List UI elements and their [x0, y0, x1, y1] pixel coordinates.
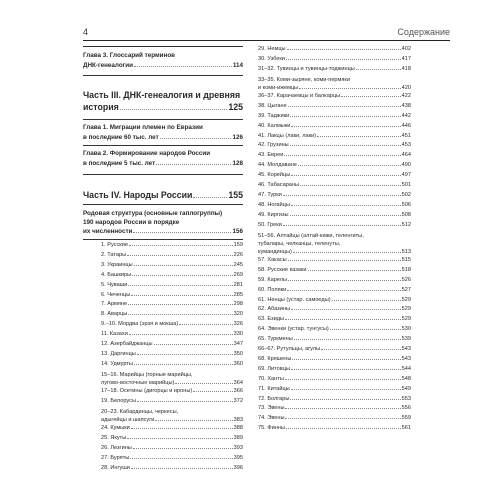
toc-entry[interactable] — [258, 132, 411, 142]
entry-title: 3. Украинцы — [101, 261, 133, 268]
entry-title: 41. Лакцы (лаки, лаки) — [258, 132, 317, 139]
toc-entry[interactable] — [258, 424, 411, 434]
toc-entry[interactable] — [258, 296, 411, 306]
entry-title: 42. Грузины — [258, 142, 289, 149]
entry-title: 2. Татары — [101, 251, 127, 258]
toc-entry[interactable] — [258, 266, 411, 276]
leader-dots — [298, 165, 401, 166]
entry-title: 7. Армяне — [101, 301, 128, 308]
page-ref: 114 — [232, 62, 243, 69]
page-ref: 226 — [233, 251, 243, 258]
entry-title: 44. Молдаване — [258, 162, 297, 169]
page-ref: 326 — [233, 321, 243, 328]
entry-title-line: адыгейцы и шапсуги — [101, 416, 155, 423]
leader-dots — [175, 383, 232, 384]
leader-dots — [154, 344, 233, 345]
page-ref: 561 — [401, 425, 411, 432]
page-ref: 512 — [401, 221, 411, 228]
page-ref: 347 — [233, 341, 243, 348]
leader-dots — [131, 428, 233, 429]
entry-title-line: 33–35. Коми-зыряне, коми-пермяки — [258, 76, 350, 83]
leader-dots — [288, 260, 401, 261]
leader-dots — [284, 155, 400, 156]
toc-entry[interactable] — [83, 271, 243, 281]
entry-title: 64. Эвенки (устар. тунгусы) — [258, 326, 329, 333]
leader-dots — [133, 448, 233, 449]
leader-dots — [285, 379, 401, 380]
entry-title: 62. Абазины — [258, 306, 290, 313]
leader-dots — [128, 304, 233, 305]
toc-entry[interactable] — [83, 397, 243, 407]
leader-dots — [321, 349, 401, 350]
toc-entry[interactable] — [83, 454, 243, 464]
toc-entry[interactable] — [258, 76, 411, 92]
page-ref: 544 — [401, 365, 411, 372]
page-ref: 513 — [401, 248, 411, 255]
entry-title: 8. Аварцы — [101, 311, 128, 318]
toc-entry[interactable] — [258, 65, 411, 75]
page-ref: 451 — [401, 132, 411, 139]
divider — [83, 239, 243, 240]
entry-title: 69. Литовцы — [258, 365, 290, 372]
page-ref: 372 — [233, 397, 243, 404]
toc-entry[interactable] — [83, 464, 243, 474]
page-ref: 518 — [401, 266, 411, 273]
chapter-title-line: в последние 5 тыс. лет — [83, 160, 156, 167]
toc-entry[interactable] — [258, 55, 411, 65]
leader-dots — [133, 232, 231, 233]
leader-dots — [299, 88, 400, 89]
leader-dots — [287, 49, 401, 50]
page-ref: 497 — [401, 172, 411, 179]
divider — [83, 119, 243, 120]
leader-dots — [137, 401, 233, 402]
entry-title: 17–18. Осетины (дигорцы и ироны) — [101, 387, 193, 394]
page-ref: 245 — [233, 261, 243, 268]
toc-entry[interactable] — [83, 350, 243, 360]
leader-dots — [132, 275, 232, 276]
leader-dots — [290, 145, 401, 146]
toc-entry[interactable] — [258, 191, 411, 201]
toc-entry[interactable] — [83, 320, 243, 330]
leader-dots — [290, 215, 401, 216]
toc-entry[interactable] — [258, 325, 411, 335]
toc-left-column — [83, 46, 243, 474]
leader-dots — [286, 59, 401, 60]
leader-dots — [288, 106, 401, 107]
entry-title: 36–37. Карачаевцы и балкарцы — [258, 92, 341, 99]
toc-entry[interactable] — [83, 291, 243, 301]
entry-title: 25. Якуты — [101, 434, 127, 441]
chapter-title-line: Родовая структура (основные гаплогруппы) — [83, 210, 223, 217]
toc-entry[interactable] — [258, 201, 411, 211]
toc-entry-list — [83, 241, 243, 474]
entry-title: 68. Кряшены — [258, 355, 292, 362]
entry-title: 30. Узбеки — [258, 55, 285, 62]
leader-dots — [137, 354, 233, 355]
page-ref: 543 — [401, 346, 411, 353]
leader-dots — [300, 185, 401, 186]
page-ref: 281 — [233, 281, 243, 288]
leader-dots — [292, 359, 400, 360]
leader-dots — [291, 205, 401, 206]
toc-entry[interactable] — [258, 221, 411, 231]
leader-dots — [130, 458, 232, 459]
chapter-title-line: ДНК-генеалогии — [83, 62, 134, 69]
divider — [83, 46, 243, 47]
leader-dots — [283, 195, 401, 196]
entry-title: 61. Ненцы (устар. самоеды) — [258, 296, 331, 303]
entry-title: 71. Китайцы — [258, 385, 290, 392]
leader-dots — [134, 265, 233, 266]
leader-dots — [294, 339, 401, 340]
leader-dots — [156, 164, 231, 165]
toc-entry[interactable] — [83, 408, 243, 424]
entry-title: 70. Ханты — [258, 375, 284, 382]
leader-dots — [291, 369, 401, 370]
toc-entry[interactable] — [258, 232, 411, 256]
entry-title: 45. Корейцы — [258, 172, 291, 179]
page-ref: 128 — [232, 160, 243, 167]
page-ref: 350 — [233, 350, 243, 357]
entry-title-line: и коми-ижемцы — [258, 84, 299, 91]
toc-entry[interactable] — [258, 45, 411, 55]
entry-title: 47. Турки — [258, 191, 282, 198]
entry-title-line: кумандинцы) — [258, 248, 292, 255]
entry-title: 29. Немцы — [258, 46, 286, 52]
entry-title: 50. Греки — [258, 221, 282, 228]
page-ref: 389 — [233, 434, 243, 441]
leader-dots — [341, 96, 400, 97]
part-title: Часть IV. Народы России — [83, 190, 193, 200]
toc-right-column — [258, 45, 411, 434]
leader-dots — [193, 197, 227, 198]
page-ref: 529 — [401, 306, 411, 313]
page-ref: 502 — [401, 191, 411, 198]
page-ref: 446 — [401, 122, 411, 129]
page-ref: 559 — [401, 415, 411, 422]
page-ref: 422 — [401, 92, 411, 99]
entry-title: 1. Русские — [101, 242, 128, 248]
toc-entry[interactable] — [258, 345, 411, 355]
toc-entry[interactable] — [83, 261, 243, 271]
entry-title-line: 51–56. Алтайцы (алтай-кижи, теленгиты, — [258, 232, 364, 239]
page-number: 4 — [83, 27, 89, 37]
toc-entry[interactable] — [258, 92, 411, 102]
leader-dots — [286, 428, 401, 429]
leader-dots — [128, 285, 232, 286]
page-ref: 553 — [401, 395, 411, 402]
toc-part[interactable] — [83, 89, 243, 113]
chapter-title-line: их численности — [83, 228, 133, 235]
toc-entry[interactable] — [258, 395, 411, 405]
toc-entry[interactable] — [258, 365, 411, 375]
page-ref: 527 — [401, 286, 411, 293]
entry-title: 9.–10. Мордва (эрзя и мокша) — [101, 321, 179, 328]
part-title-line: история — [83, 102, 119, 112]
chapter-title-line: Глава 2. Формирование народов России — [83, 150, 211, 157]
leader-dots — [134, 364, 233, 365]
entry-title: 46. Табасараны — [258, 182, 300, 189]
page-ref: 529 — [401, 316, 411, 323]
page-ref: 453 — [401, 142, 411, 149]
page-ref: 156 — [232, 228, 243, 235]
leader-dots — [308, 270, 401, 271]
entry-title: 40. Калмыки — [258, 122, 291, 129]
header-divider — [83, 40, 450, 41]
page-ref: 418 — [401, 65, 411, 72]
leader-dots — [127, 438, 232, 439]
toc-chapter[interactable] — [83, 123, 243, 143]
page-ref: 420 — [401, 84, 411, 91]
page-ref: 159 — [233, 242, 243, 248]
page-ref: 364 — [233, 379, 243, 386]
divider — [83, 75, 243, 76]
page-ref: 490 — [401, 162, 411, 169]
toc-entry[interactable] — [83, 241, 243, 251]
toc-entry[interactable] — [83, 371, 243, 387]
chapter-title-line: Глава 1. Миграции племен по Евразии — [83, 124, 203, 131]
leader-dots — [288, 280, 401, 281]
entry-title: 48. Ногайцы — [258, 201, 290, 208]
page-ref: 269 — [233, 271, 243, 278]
entry-title: 43. Евреи — [258, 152, 284, 159]
entry-title: 6. Чеченцы — [101, 291, 131, 298]
entry-title: 27. Буряты — [101, 454, 130, 461]
toc-entry[interactable] — [83, 300, 243, 310]
entry-title: 28. Ингуши — [101, 464, 130, 471]
entry-title: 65. Туркмены — [258, 336, 293, 343]
leader-dots — [291, 389, 401, 390]
toc-entry[interactable] — [258, 122, 411, 132]
toc-entry[interactable] — [83, 340, 243, 350]
entry-title: 58. Русские казаки — [258, 266, 307, 273]
toc-entry[interactable] — [258, 286, 411, 296]
entry-title: 75. Финны — [258, 425, 285, 432]
entry-title: 19. Белорусы — [101, 397, 136, 404]
leader-dots — [287, 290, 400, 291]
entry-title-row — [101, 416, 243, 424]
leader-dots — [285, 418, 400, 419]
divider — [83, 145, 243, 146]
toc-entry[interactable] — [258, 315, 411, 325]
page-ref: 402 — [401, 46, 411, 52]
page-ref: 526 — [401, 276, 411, 283]
toc-entry[interactable] — [258, 335, 411, 345]
toc-entry[interactable] — [83, 251, 243, 261]
leader-dots — [291, 126, 400, 127]
leader-dots — [120, 109, 228, 110]
entry-title: 12. Азербайджанцы — [101, 341, 153, 348]
leader-dots — [160, 138, 232, 139]
page-ref: 320 — [233, 311, 243, 318]
leader-dots — [285, 319, 401, 320]
page-ref: 438 — [401, 102, 411, 109]
toc-entry[interactable] — [83, 424, 243, 434]
page-ref: 539 — [401, 336, 411, 343]
page-ref: 125 — [228, 102, 243, 112]
toc-entry[interactable] — [258, 141, 411, 151]
chapter-title-line: 190 народов России в порядке — [83, 219, 180, 226]
page-ref: 548 — [401, 375, 411, 382]
page-ref: 417 — [401, 55, 411, 62]
entry-title: 11. Казахи — [101, 331, 128, 338]
toc-entry[interactable] — [83, 281, 243, 291]
entry-title: 59. Карелы — [258, 276, 288, 283]
page-ref: 501 — [401, 182, 411, 189]
toc-entry[interactable] — [258, 112, 411, 122]
entry-title: 73. Эвены — [258, 405, 285, 412]
leader-dots — [129, 245, 233, 246]
leader-dots — [128, 314, 232, 315]
entry-title: 57. Хакасы — [258, 256, 287, 263]
page-ref: 530 — [401, 326, 411, 333]
toc-entry[interactable] — [83, 387, 243, 397]
toc-entry[interactable] — [258, 256, 411, 266]
toc-entry[interactable] — [258, 211, 411, 221]
page-ref: 464 — [401, 152, 411, 159]
entry-title: 49. Киргизы — [258, 211, 289, 218]
entry-title: 26. Лезгины — [101, 444, 132, 451]
toc-part[interactable] — [83, 189, 243, 201]
toc-entry[interactable] — [83, 310, 243, 320]
section-title: Содержание — [397, 27, 450, 37]
entry-title: 5. Чуваши — [101, 281, 128, 288]
page-ref: 396 — [233, 464, 243, 471]
leader-dots — [285, 408, 400, 409]
entry-title: 39. Таджики — [258, 112, 290, 119]
toc-chapter[interactable] — [83, 209, 243, 236]
toc-entry[interactable] — [83, 444, 243, 454]
chapter-title-line: Глава 3. Глоссарий терминов — [83, 52, 176, 59]
page-ref: 393 — [233, 444, 243, 451]
toc-entry[interactable] — [258, 404, 411, 414]
page-ref: 395 — [233, 454, 243, 461]
leader-dots — [127, 255, 233, 256]
chapter-title-line: в последние 60 тыс. лет — [83, 134, 159, 141]
leader-dots — [293, 252, 401, 253]
toc-entry[interactable] — [258, 375, 411, 385]
leader-dots — [317, 136, 401, 137]
toc-chapter[interactable] — [83, 51, 243, 71]
page-ref: 506 — [401, 201, 411, 208]
page-ref: 388 — [233, 424, 243, 431]
entry-title-row — [258, 248, 411, 256]
entry-title: 38. Цыгане — [258, 102, 287, 109]
entry-title: 14. Удмурты — [101, 360, 133, 367]
toc-entry[interactable] — [258, 102, 411, 112]
toc-entry[interactable] — [258, 151, 411, 161]
page-ref: 529 — [401, 296, 411, 303]
leader-dots — [356, 69, 401, 70]
toc-entry[interactable] — [258, 305, 411, 315]
page-ref: 298 — [233, 301, 243, 308]
entry-title-row — [101, 379, 243, 387]
page-ref: 330 — [233, 331, 243, 338]
divider — [83, 174, 243, 175]
entry-title-line: тубалары, челканцы, теленуты, — [258, 240, 341, 247]
toc-entry[interactable] — [83, 434, 243, 444]
toc-chapter[interactable] — [83, 149, 243, 169]
toc-entry[interactable] — [258, 414, 411, 424]
toc-entry[interactable] — [258, 161, 411, 171]
leader-dots — [291, 309, 401, 310]
toc-entry[interactable] — [258, 171, 411, 181]
leader-dots — [179, 324, 232, 325]
page-ref: 549 — [401, 385, 411, 392]
entry-title: 31–32. Тувинцы и тувинцы-тоджинцы — [258, 65, 355, 72]
toc-entry[interactable] — [258, 385, 411, 395]
toc-entry[interactable] — [258, 355, 411, 365]
entry-title: 74. Эвены — [258, 415, 285, 422]
page-ref: 442 — [401, 112, 411, 119]
entry-title-row — [258, 84, 411, 92]
page-ref: 383 — [233, 416, 243, 423]
entry-title: 24. Кумыки — [101, 424, 130, 431]
entry-title-line: 20–23. Кабардинцы, черкесы, — [101, 408, 179, 415]
leader-dots — [131, 468, 233, 469]
page-ref: 515 — [401, 256, 411, 263]
leader-dots — [131, 295, 232, 296]
entry-title-line: 15–16. Марийцы (горные марийцы, — [101, 371, 193, 378]
leader-dots — [332, 300, 401, 301]
toc-entry[interactable] — [258, 276, 411, 286]
entry-title: 66–67. Рутульцы, агулы — [258, 346, 321, 353]
page-ref: 556 — [401, 405, 411, 412]
page-header — [0, 0, 500, 38]
page-ref: 508 — [401, 211, 411, 218]
part-title-line: Часть III. ДНК-генеалогия и древняя — [83, 90, 241, 100]
page-ref: 285 — [233, 291, 243, 298]
entry-title: 4. Башкиры — [101, 271, 132, 278]
entry-title: 72. Болгары — [258, 395, 290, 402]
entry-title-line: лугово-восточные марийцы) — [101, 379, 175, 386]
page-ref: 543 — [401, 355, 411, 362]
entry-title: 60. Поляки — [258, 286, 287, 293]
page-ref: 366 — [233, 387, 243, 394]
divider — [83, 204, 243, 205]
page-ref: 155 — [228, 190, 243, 200]
leader-dots — [283, 225, 401, 226]
leader-dots — [330, 329, 401, 330]
entry-title: 13. Даргинцы — [101, 350, 136, 357]
leader-dots — [129, 334, 233, 335]
page-ref: 360 — [233, 360, 243, 367]
leader-dots — [290, 116, 400, 117]
page-ref: 126 — [232, 134, 243, 141]
leader-dots — [134, 66, 232, 67]
toc-entry[interactable] — [83, 330, 243, 340]
leader-dots — [155, 420, 232, 421]
entry-title: 63. Езиды — [258, 316, 285, 323]
leader-dots — [290, 399, 400, 400]
toc-entry[interactable] — [83, 360, 243, 370]
leader-dots — [193, 391, 232, 392]
leader-dots — [291, 175, 400, 176]
toc-entry[interactable] — [258, 181, 411, 191]
